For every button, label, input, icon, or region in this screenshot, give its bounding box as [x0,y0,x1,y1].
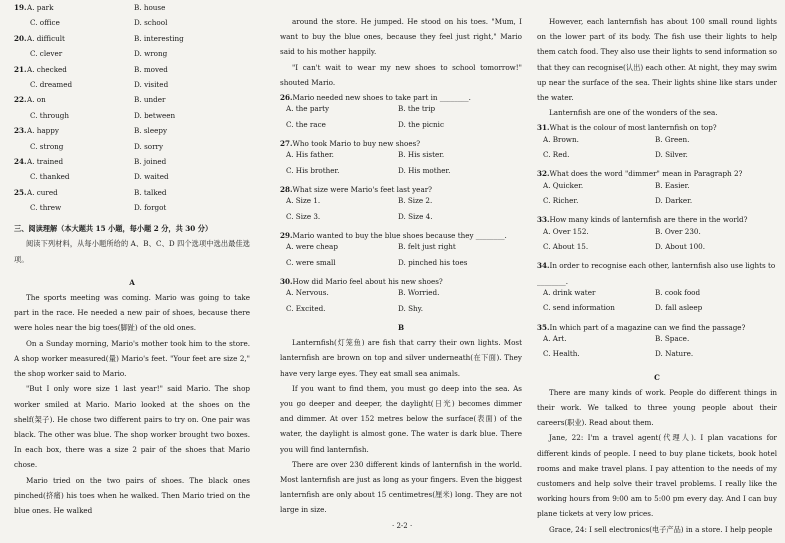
cloze-options [14,4,250,219]
option-b: B. interesting [134,33,184,43]
option-row [537,182,777,197]
question-text: In order to recognise each other, lanternfish also use lights to ________. [537,261,776,286]
question-stem [280,274,522,289]
option-a: A. park [27,3,54,12]
question-stem [537,120,777,135]
question-number: 31. [537,123,550,133]
question-stem [537,258,777,288]
option-row [537,243,777,258]
option-row [280,305,522,320]
option-right: B. Worried. [398,288,440,298]
passage-b-label: B [397,322,405,332]
option-left: A. Size 1. [286,196,321,206]
option-row [280,259,522,274]
page-number: · 2-2 · [392,522,413,530]
option-row [14,127,250,142]
option-row [280,121,522,136]
option-a: A. on [27,95,46,105]
question-stem [537,166,777,181]
option-b: D. visited [134,79,169,89]
option-row [280,213,522,228]
section-title: 三、阅读理解（本大题共 15 小题，每小题 2 分，共 30 分） [14,224,213,234]
option-left: C. Red. [543,150,570,160]
option-row [537,197,777,212]
option-a: A. checked [27,64,67,74]
option-c: C. office [30,18,60,28]
passage-a-continued [280,14,522,90]
left-column [14,0,250,543]
option-left: C. Excited. [286,303,326,313]
option-row [280,105,522,120]
paragraph: If you want to find them, you must go deep into the sea. As you go deeper and deeper, the daylight(日光) becomes dimmer and dimmer. At over 152 metres below the surface(表面) of the water, the daylight is almost gone. The water is dark blue. There you will find lanternfish. [280,383,522,454]
option-row [14,143,250,158]
questions-26-30 [280,90,522,320]
option-left: C. the race [286,119,326,129]
option-row [280,289,522,304]
paragraph: "But I only wore size 1 last year!" said Mario. The shop worker smiled at Mario. Mario looked at the shoes on the shelf(架子). He chose two different pairs to try on. One pair was black. The other was blue. The shop worker brought two boxes. In each box, there was a size 2 pair of the shoes that Mario chose. [14,384,250,470]
option-row [14,158,250,173]
option-left: A. Nervous. [286,288,329,298]
question-text: What size were Mario's feet last year? [292,184,433,194]
paragraph: There are many kinds of work. People do different things in their work. We talked to three young people about their careers(职业). Read about them. [537,387,777,428]
option-right: B. Size 2. [398,196,433,206]
passage-c-label: C [654,372,660,382]
option-right: B. Easier. [655,180,690,190]
option-row [280,197,522,212]
question-stem [537,212,777,227]
option-row [537,304,777,319]
question-number: 24. [14,156,27,166]
option-c: C. clever [30,49,63,59]
right-column [537,0,777,543]
question-text: How did Mario feel about his new shoes? [292,276,443,286]
question-stem [280,136,522,151]
option-b: B. talked [134,187,167,197]
paragraph: around the store. He jumped. He stood on his toes. "Mum, I want to buy the blue ones, because they feel just right," Mario said to his mother happily. [280,17,522,57]
option-row [537,350,777,365]
question-number: 30. [280,276,293,286]
question-number: 25. [14,187,27,197]
middle-column [280,0,522,543]
option-row [14,112,250,127]
option-right: B. Green. [655,134,690,144]
question-text: Who took Mario to buy new shoes? [292,139,421,148]
option-right: D. His mother. [398,165,451,175]
passage-a-label: A [129,277,135,287]
option-left: C. Richer. [543,196,579,205]
passage-a-text [14,290,250,518]
option-b: D. wrong [134,49,168,59]
option-c: C. strong [30,141,64,151]
option-right: D. Nature. [655,349,694,359]
question-number: 28. [280,184,293,194]
option-right: B. His sister. [398,150,445,160]
question-text: How many kinds of lanternfish are there in the world? [549,215,748,225]
option-left: A. the party [286,104,330,114]
option-right: B. the trip [398,104,436,114]
option-b: D. school [134,18,168,28]
option-left: A. Art. [543,333,567,343]
option-left: A. drink water [543,287,596,297]
option-row [14,50,250,65]
section-instructions: 阅读下列材料，从每小题所给的 A、B、C、D 四个选项中选出最佳选项。 [14,239,250,264]
question-number: 32. [537,169,550,179]
paragraph: However, each lanternfish has about 100 small round lights on the lower part of its body. The fish use their lights to help them catch food. They also use their lights to send information so that they can recognise(认出) each other. At night, they may swim up near the surface of the sea. Their lights shine like stars under the water. [537,17,777,103]
option-row [537,136,777,151]
question-number: 23. [14,126,27,136]
option-left: C. send information [543,303,615,313]
question-text: What does the word "dimmer" mean in Paragraph 2? [549,169,743,179]
option-a: A. cured [27,187,58,197]
option-b: B. house [134,3,166,12]
option-right: D. Silver. [655,150,688,160]
option-left: C. His brother. [286,165,340,175]
option-row [14,173,250,188]
option-row [14,81,250,96]
option-left: C. Health. [543,349,580,359]
option-row [14,204,250,219]
question-number: 26. [280,93,293,103]
question-number: 29. [280,230,293,240]
option-a: A. trained [27,156,64,166]
option-left: A. were cheap [286,242,338,252]
option-row [537,151,777,166]
question-number: 20. [14,33,27,43]
option-left: C. Size 3. [286,211,321,221]
option-left: A. Over 152. [543,226,589,236]
option-row [537,228,777,243]
option-c: C. threw [30,203,62,213]
option-c: C. dreamed [30,79,73,89]
question-stem [280,90,522,105]
passage-c-text [537,385,777,537]
question-number: 35. [537,322,550,332]
passage-b-text [280,335,522,517]
option-left: A. Brown. [543,134,579,144]
option-left: A. His father. [286,150,334,160]
option-b: D. sorry [134,141,164,151]
question-number: 27. [280,139,293,148]
option-b: B. under [134,95,166,105]
option-b: D. forgot [134,203,167,213]
option-a: A. happy [27,126,59,136]
passage-b-continued [537,14,777,120]
paragraph: Mario tried on the two pairs of shoes. The black ones pinched(挤痛) his toes when he walked. Then Mario tried on the blue ones. He walked [14,475,250,515]
option-b: B. moved [134,64,168,74]
question-stem [537,320,777,335]
paragraph: The sports meeting was coming. Mario was going to take part in the race. He needed a new pair of shoes, because there were holes near the big toes(脚趾) of the old ones. [14,293,250,333]
option-right: D. Size 4. [398,211,433,221]
option-b: D. waited [134,172,169,182]
question-number: 21. [14,64,27,74]
option-right: D. pinched his toes [398,257,468,267]
option-row [14,35,250,50]
option-right: B. Space. [655,333,690,343]
option-row [14,19,250,34]
option-right: D. Shy. [398,303,424,313]
question-stem [280,228,522,243]
option-row [280,167,522,182]
option-right: B. cook food [655,287,701,297]
option-row [537,335,777,350]
question-text: Mario needed new shoes to take part in ________. [292,93,471,103]
question-text: Mario wanted to buy the blue shoes because they ________. [292,230,507,240]
paragraph: "I can't wait to wear my new shoes to school tomorrow!" shouted Mario. [280,62,522,87]
option-b: D. between [134,110,176,120]
option-b: B. joined [134,156,167,166]
option-a: A. difficult [27,33,65,43]
option-right: D. the picnic [398,119,445,129]
option-left: C. were small [286,257,336,267]
question-number: 33. [537,215,550,225]
option-row [14,66,250,81]
option-row [280,151,522,166]
option-right: D. Darker. [655,196,693,205]
paragraph: Lanternfish are one of the wonders of the sea. [549,108,718,118]
questions-31-35 [537,120,777,365]
question-text: What is the colour of most lanternfish on top? [549,123,717,133]
option-row [537,289,777,304]
option-left: C. About 15. [543,241,589,251]
paragraph: On a Sunday morning, Mario's mother took him to the store. A shop worker measured(量) Mario's feet. "Your feet are size 2," the shop worker said to Mario. [14,338,250,379]
paragraph: Jane, 22: I'm a travel agent(代理人). I plan vacations for different kinds of people. I need to buy plane tickets, book hotel rooms and make travel plans. I pay attention to the needs of my customers and help solve their travel problems. I really like the working hours from 9:00 am to 5:00 pm every day. And I can buy plane tickets at very low prices. [537,433,777,519]
option-row [14,96,250,111]
option-row [14,189,250,204]
option-b: B. sleepy [134,126,168,136]
option-right: D. fall asleep [655,303,703,313]
option-c: C. through [30,110,69,120]
question-number: 34. [537,261,550,271]
question-number: 22. [14,95,27,105]
option-right: D. About 100. [655,241,705,251]
question-text: In which part of a magazine can we find the passage? [549,322,746,332]
option-right: B. felt just right [398,242,456,252]
option-right: B. Over 230. [655,226,701,236]
paragraph: Lanternfish(灯笼鱼) are fish that carry their own lights. Most lanternfish are brown on top and silver underneath(在下面). They have very large eyes. They eat small sea animals. [280,338,522,378]
option-row [280,243,522,258]
option-left: A. Quicker. [543,180,584,190]
paragraph: Grace, 24: I sell electronics(电子产品) in a store. I help people [549,524,773,534]
option-row [14,4,250,19]
question-stem [280,182,522,197]
option-c: C. thanked [30,172,70,182]
paragraph: There are over 230 different kinds of lanternfish in the world. Most lanternfish are just as long as your fingers. Even the biggest lanternfish are only about 15 centimetres(厘米) long. They are not large in size. [280,459,522,515]
question-number: 19. [14,3,27,12]
